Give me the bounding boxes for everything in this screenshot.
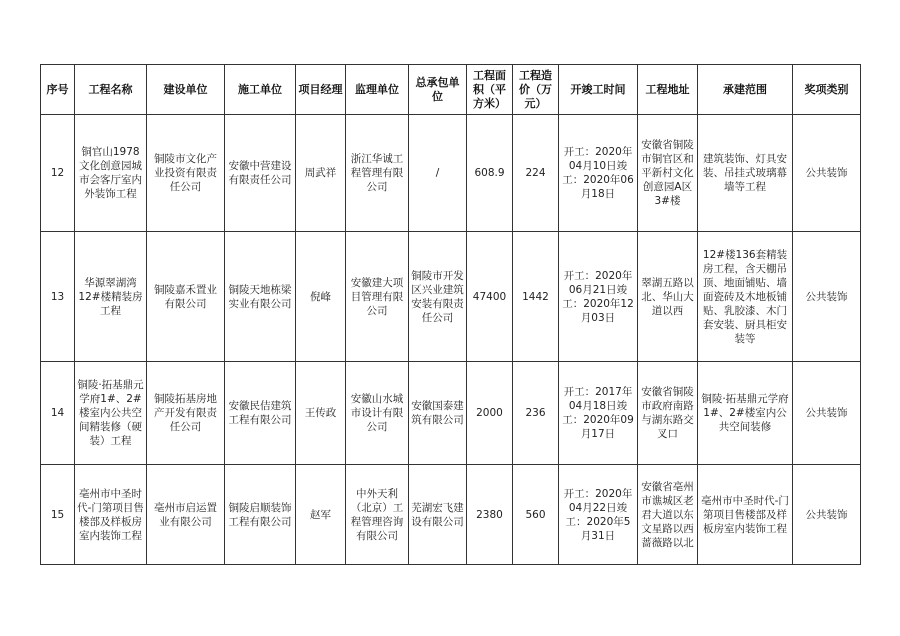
address-cell: 安徽省铜陵市铜官区和平新村文化创意园A区3#楼 — [638, 115, 698, 232]
table-row — [41, 232, 861, 362]
header-cell: 工程名称 — [75, 65, 147, 115]
cost-cell: 560 — [513, 465, 559, 565]
table-row — [41, 362, 861, 465]
header-cell: 开竣工时间 — [559, 65, 638, 115]
general-contractor-cell: 铜陵市开发区兴业建筑安装有限责任公司 — [409, 232, 467, 362]
scope-cell: 建筑装饰、灯具安装、吊挂式玻璃幕墙等工程 — [698, 115, 793, 232]
scope-cell: 亳州市中圣时代-门第项目售楼部及样板房室内装饰工程 — [698, 465, 793, 565]
dates-cell: 开工：2020年04月10日竣工：2020年06月18日 — [559, 115, 638, 232]
header-cell: 承建范围 — [698, 65, 793, 115]
header-cell: 施工单位 — [225, 65, 296, 115]
header-cell: 总承包单位 — [409, 65, 467, 115]
area-cell: 608.9 — [467, 115, 513, 232]
seq-cell: 15 — [41, 465, 75, 565]
award-cell: 公共装饰 — [793, 232, 861, 362]
manager-cell: 倪峰 — [296, 232, 346, 362]
scope-cell: 铜陵·拓基鼎元学府1#、2#楼室内公共空间装修 — [698, 362, 793, 465]
builder-cell: 铜陵拓基房地产开发有限责任公司 — [147, 362, 225, 465]
header-cell: 工程面积（平方米） — [467, 65, 513, 115]
header-cell: 工程造价（万元） — [513, 65, 559, 115]
builder-cell: 铜陵嘉禾置业有限公司 — [147, 232, 225, 362]
manager-cell: 王传政 — [296, 362, 346, 465]
general-contractor-cell: / — [409, 115, 467, 232]
builder-cell: 亳州市启运置业有限公司 — [147, 465, 225, 565]
dates-cell: 开工：2017年04月18日竣工：2020年09月17日 — [559, 362, 638, 465]
header-cell: 奖项类别 — [793, 65, 861, 115]
award-cell: 公共装饰 — [793, 115, 861, 232]
cost-cell: 236 — [513, 362, 559, 465]
header-cell: 工程地址 — [638, 65, 698, 115]
cost-cell: 1442 — [513, 232, 559, 362]
contractor-cell: 铜陵启顺装饰工程有限公司 — [225, 465, 296, 565]
address-cell: 安徽省铜陵市政府南路与湖东路交叉口 — [638, 362, 698, 465]
area-cell: 2000 — [467, 362, 513, 465]
project-name-cell: 华源翠湖湾12#楼精装房工程 — [75, 232, 147, 362]
manager-cell: 周武祥 — [296, 115, 346, 232]
supervisor-cell: 安徽山水城市设计有限公司 — [346, 362, 409, 465]
manager-cell: 赵军 — [296, 465, 346, 565]
supervisor-cell: 安徽建大项目管理有限公司 — [346, 232, 409, 362]
project-name-cell: 铜官山1978文化创意园城市会客厅室内外装饰工程 — [75, 115, 147, 232]
general-contractor-cell: 安徽国泰建筑有限公司 — [409, 362, 467, 465]
header-cell: 建设单位 — [147, 65, 225, 115]
contractor-cell: 铜陵天地栋梁实业有限公司 — [225, 232, 296, 362]
area-cell: 2380 — [467, 465, 513, 565]
builder-cell: 铜陵市文化产业投资有限责任公司 — [147, 115, 225, 232]
address-cell: 翠湖五路以北、华山大道以西 — [638, 232, 698, 362]
award-cell: 公共装饰 — [793, 362, 861, 465]
award-table — [40, 64, 861, 565]
contractor-cell: 安徽中营建设有限责任公司 — [225, 115, 296, 232]
project-name-cell: 铜陵·拓基鼎元学府1#、2#楼室内公共空间精装修（硬装）工程 — [75, 362, 147, 465]
seq-cell: 14 — [41, 362, 75, 465]
seq-cell: 13 — [41, 232, 75, 362]
award-table-sheet — [40, 64, 861, 565]
dates-cell: 开工：2020年04月22日竣工：2020年5月31日 — [559, 465, 638, 565]
table-row — [41, 465, 861, 565]
award-cell: 公共装饰 — [793, 465, 861, 565]
cost-cell: 224 — [513, 115, 559, 232]
area-cell: 47400 — [467, 232, 513, 362]
contractor-cell: 安徽民佶建筑工程有限公司 — [225, 362, 296, 465]
header-cell: 项目经理 — [296, 65, 346, 115]
address-cell: 安徽省亳州市谯城区老君大道以东文星路以西蔷薇路以北 — [638, 465, 698, 565]
header-cell: 序号 — [41, 65, 75, 115]
header-cell: 监理单位 — [346, 65, 409, 115]
general-contractor-cell: 芜湖宏飞建设有限公司 — [409, 465, 467, 565]
project-name-cell: 亳州市中圣时代-门第项目售楼部及样板房室内装饰工程 — [75, 465, 147, 565]
supervisor-cell: 浙江华诚工程管理有限公司 — [346, 115, 409, 232]
dates-cell: 开工：2020年06月21日竣工：2020年12月03日 — [559, 232, 638, 362]
seq-cell: 12 — [41, 115, 75, 232]
table-header-row — [41, 65, 861, 115]
scope-cell: 12#楼136套精装房工程，含天棚吊顶、地面铺贴、墙面瓷砖及木地板铺贴、乳胶漆、木门套安装、厨具柜安装等 — [698, 232, 793, 362]
supervisor-cell: 中外天利（北京）工程管理咨询有限公司 — [346, 465, 409, 565]
table-row — [41, 115, 861, 232]
